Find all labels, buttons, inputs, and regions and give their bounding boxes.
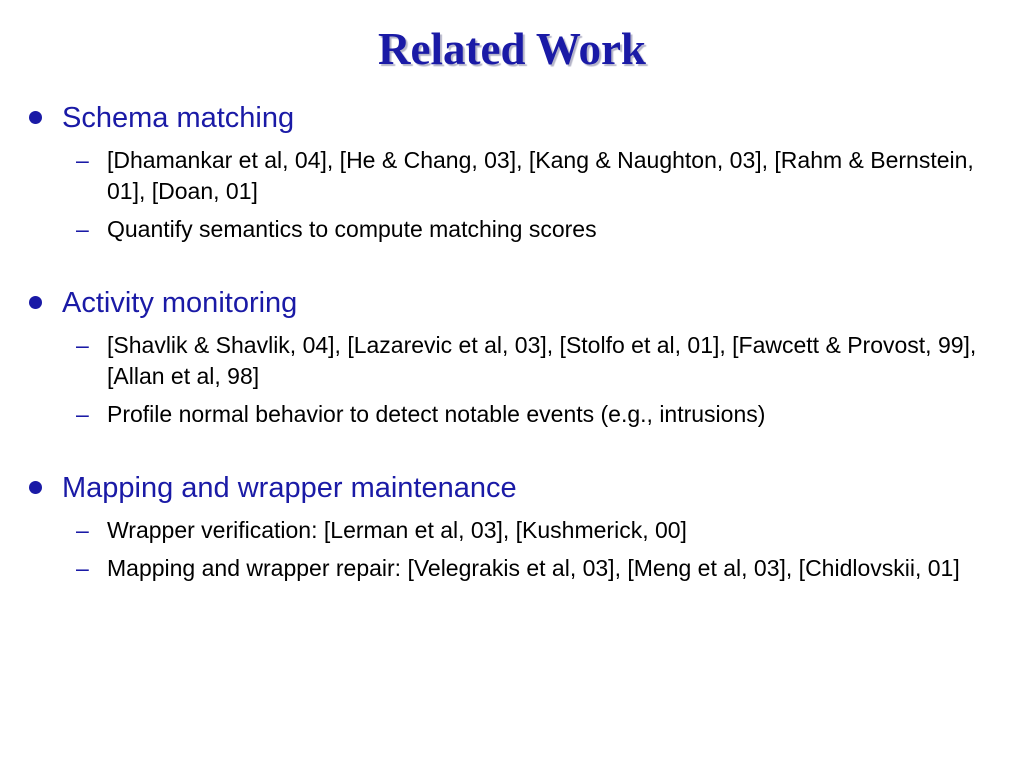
sub-bullet-text: [Dhamankar et al, 04], [He & Chang, 03], [Kang & Naughton, 03], [Rahm & Bernstein, 01], [Doan, 01]: [107, 147, 974, 204]
dash-icon: –: [76, 147, 89, 173]
slide-title: Related Work: [378, 24, 646, 74]
sub-bullet-item: [76, 145, 997, 207]
bullet-item: [62, 283, 1024, 323]
sub-bullet-item: [76, 515, 997, 546]
dash-icon: –: [76, 517, 89, 543]
sub-bullet-text: Profile normal behavior to detect notable events (e.g., intrusions): [107, 401, 766, 427]
bullet-icon: [29, 481, 42, 494]
bullet-heading: Activity monitoring: [62, 287, 298, 319]
section-activity-monitoring: [0, 283, 1024, 430]
section-mapping-wrapper-maintenance: [0, 468, 1024, 584]
bullet-icon: [29, 296, 42, 309]
dash-icon: –: [76, 555, 89, 581]
sub-bullet-item: [76, 399, 997, 430]
sub-bullet-text: Quantify semantics to compute matching scores: [107, 216, 597, 242]
slide-content: [0, 98, 1024, 622]
sub-bullet-item: [76, 214, 997, 245]
bullet-icon: [29, 111, 42, 124]
dash-icon: –: [76, 332, 89, 358]
sub-bullet-text: [Shavlik & Shavlik, 04], [Lazarevic et al, 03], [Stolfo et al, 01], [Fawcett & Provost, 99], [Allan et al, 98]: [107, 332, 977, 389]
sub-bullet-item: [76, 330, 997, 392]
sub-bullet-text: Mapping and wrapper repair: [Velegrakis et al, 03], [Meng et al, 03], [Chidlovskii, 01]: [107, 555, 960, 581]
sub-bullet-item: [76, 553, 997, 584]
bullet-item: [62, 98, 1024, 138]
bullet-heading: Schema matching: [62, 102, 295, 134]
bullet-heading: Mapping and wrapper maintenance: [62, 472, 517, 504]
dash-icon: –: [76, 216, 89, 242]
sub-bullet-text: Wrapper verification: [Lerman et al, 03], [Kushmerick, 00]: [107, 517, 687, 543]
section-schema-matching: [0, 98, 1024, 245]
bullet-item: [62, 468, 1024, 508]
dash-icon: –: [76, 401, 89, 427]
